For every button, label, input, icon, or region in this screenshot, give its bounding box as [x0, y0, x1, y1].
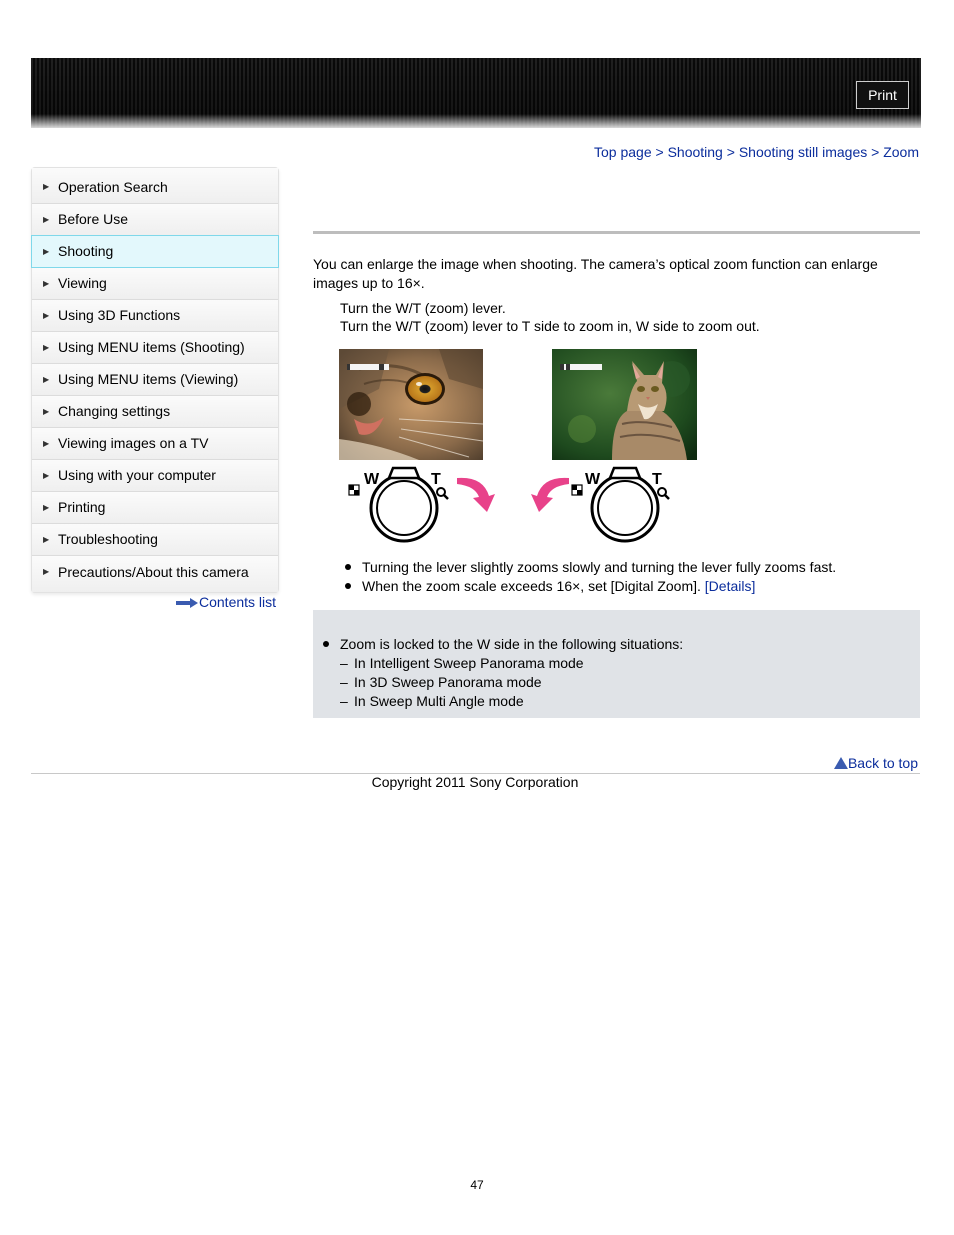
- sidebar-item-troubleshooting[interactable]: [32, 524, 278, 556]
- contents-list-link[interactable]: [176, 594, 276, 610]
- sidebar-item-computer[interactable]: [32, 460, 278, 492]
- dash-icon: –: [340, 674, 348, 690]
- triangle-right-icon: ▶: [43, 375, 50, 384]
- zoomed-in-cat-photo: [339, 349, 483, 460]
- sidebar-item-label: Printing: [58, 499, 106, 515]
- note-main-text: Zoom is locked to the W side in the following situations:: [340, 636, 684, 652]
- sidebar-item-printing[interactable]: [32, 492, 278, 524]
- triangle-right-icon: ▶: [43, 215, 50, 224]
- dash-icon: –: [340, 655, 348, 671]
- triangle-right-icon: ▶: [43, 311, 50, 320]
- list-item: [345, 577, 755, 596]
- sidebar-item-label: Operation Search: [58, 179, 168, 195]
- triangle-right-icon: ▶: [43, 247, 50, 256]
- triangle-right-icon: ▶: [43, 407, 50, 416]
- header-banner: [31, 58, 921, 128]
- sidebar-item-label: Shooting: [58, 243, 114, 259]
- sidebar-item-menu-shooting[interactable]: [32, 332, 278, 364]
- breadcrumb-link-zoom[interactable]: Zoom: [883, 144, 919, 160]
- back-to-top-link[interactable]: [834, 755, 918, 771]
- triangle-right-icon: ▶: [43, 567, 50, 576]
- zoomed-out-cat-photo: [552, 349, 697, 460]
- sidebar-item-3d-functions[interactable]: [32, 300, 278, 332]
- print-button[interactable]: Print: [856, 81, 909, 109]
- arrow-right-icon: [176, 598, 198, 608]
- sidebar-item-before-use[interactable]: [32, 204, 278, 236]
- triangle-right-icon: ▶: [43, 279, 50, 288]
- sidebar-item-shooting[interactable]: [31, 235, 279, 268]
- sidebar-item-label: Viewing: [58, 275, 107, 291]
- triangle-right-icon: ▶: [43, 535, 50, 544]
- arrow-clockwise-icon: [457, 478, 495, 512]
- note-sub-item: [340, 693, 524, 709]
- copyright-text: Copyright 2011 Sony Corporation: [371, 774, 579, 790]
- triangle-right-icon: ▶: [43, 471, 50, 480]
- triangle-right-icon: ▶: [43, 503, 50, 512]
- sidebar-item-label: Changing settings: [58, 403, 171, 419]
- sidebar-item-label: Precautions/About this camera: [58, 564, 249, 580]
- zoom-lever-w-diagram: [525, 462, 680, 547]
- sidebar-nav: [31, 167, 279, 593]
- breadcrumb-separator: >: [726, 144, 735, 160]
- back-to-top-label: Back to top: [847, 755, 918, 771]
- bullet-text: When the zoom scale exceeds 16×, set [Digital Zoom].: [362, 578, 701, 594]
- contents-list-label: Contents list: [199, 594, 277, 610]
- breadcrumb-separator: >: [871, 144, 880, 160]
- dash-icon: –: [340, 693, 348, 709]
- lever-w-label: W: [585, 471, 601, 488]
- sidebar-item-changing-settings[interactable]: [32, 396, 278, 428]
- magnifier-icon: [437, 488, 445, 496]
- sidebar-item-label: Troubleshooting: [58, 531, 158, 547]
- sidebar-item-label: Using 3D Functions: [58, 307, 181, 323]
- note-sub-item: [340, 674, 542, 690]
- lever-t-label: T: [652, 471, 662, 488]
- sidebar-item-viewing[interactable]: [32, 268, 278, 300]
- arrow-counterclockwise-icon: [531, 478, 569, 512]
- zoom-lever-t-diagram: [345, 462, 500, 547]
- sidebar-item-menu-viewing[interactable]: [32, 364, 278, 396]
- note-main-item: [323, 636, 683, 652]
- breadcrumb-link-shooting[interactable]: Shooting: [667, 144, 723, 160]
- triangle-right-icon: ▶: [43, 439, 50, 448]
- sidebar-item-viewing-tv[interactable]: [32, 428, 278, 460]
- bullet-text: Turning the lever slightly zooms slowly and turning the lever fully zooms fast.: [362, 559, 837, 575]
- sidebar-item-label: Using with your computer: [58, 467, 216, 483]
- step-detail: Turn the W/T (zoom) lever to T side to zoom in, W side to zoom out.: [340, 318, 760, 334]
- bullet-icon: [345, 564, 351, 570]
- note-sub-item: [340, 655, 584, 671]
- breadcrumb-link-top[interactable]: Top page: [594, 144, 652, 160]
- page-number: 47: [470, 1178, 484, 1192]
- magnifier-icon: [658, 488, 666, 496]
- list-item: [345, 558, 836, 577]
- title-divider: [313, 231, 920, 234]
- triangle-up-icon: [834, 757, 848, 769]
- sidebar-item-operation-search[interactable]: [32, 168, 278, 204]
- bullet-icon: [345, 583, 351, 589]
- step-title: Turn the W/T (zoom) lever.: [340, 300, 506, 316]
- sidebar-item-label: Using MENU items (Shooting): [58, 339, 245, 355]
- triangle-right-icon: ▶: [43, 343, 50, 352]
- triangle-right-icon: ▶: [43, 182, 50, 191]
- lever-t-label: T: [431, 471, 441, 488]
- note-box: [313, 610, 920, 718]
- sidebar-item-precautions[interactable]: [32, 556, 278, 592]
- breadcrumb-separator: >: [655, 144, 664, 160]
- details-link[interactable]: [Details]: [704, 578, 756, 594]
- note-sub-text: In 3D Sweep Panorama mode: [354, 674, 542, 690]
- sidebar-item-label: Using MENU items (Viewing): [58, 371, 239, 387]
- breadcrumb: [594, 144, 919, 160]
- sidebar-item-label: Viewing images on a TV: [58, 435, 209, 451]
- note-sub-text: In Sweep Multi Angle mode: [354, 693, 524, 709]
- sidebar-item-label: Before Use: [58, 211, 129, 227]
- bullet-icon: [323, 641, 329, 647]
- note-sub-text: In Intelligent Sweep Panorama mode: [354, 655, 584, 671]
- breadcrumb-link-shooting-still[interactable]: Shooting still images: [738, 144, 868, 160]
- intro-paragraph: You can enlarge the image when shooting. The camera’s optical zoom function can enlarge images up to 16×.: [313, 256, 878, 291]
- lever-w-label: W: [364, 471, 380, 488]
